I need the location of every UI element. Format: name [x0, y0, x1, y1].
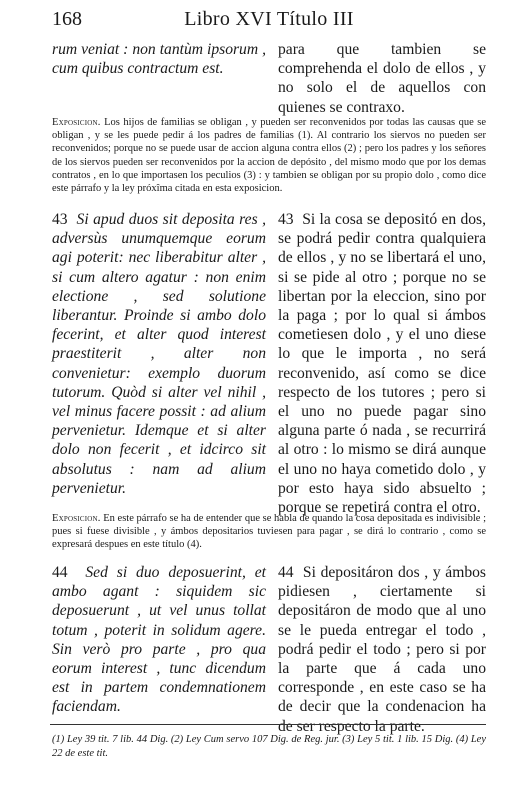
section-43-latin	[52, 210, 266, 498]
exposicion-text: Los hijos de familias se obligan , y pueden ser reconvenidos por todas las causas que se obligan , y se les puede pedir á los padres de familias (1). Al contrario los siervos no pueden ser reconvenidos; porque no se puede usar de accion alguna contra ellos (2) ; pero los padres y los señores de los siervos pueden ser reconvenidos por la accion de depósito , del mismo modo que por los demas contratos , en lo que importasen los peculios (3) : y tambien se obligan por su propio dolo , como dice este párrafo y la ley próxîma citada en esta exposicion.	[52, 117, 486, 195]
page-header	[52, 8, 486, 32]
footnote-rule	[50, 724, 486, 725]
exposicion-2	[52, 512, 486, 552]
running-title: Libro XVI Título III	[184, 8, 354, 30]
section-number: 44	[278, 564, 294, 581]
section-43-spanish	[278, 210, 486, 517]
exposicion-1	[52, 116, 486, 195]
section-44-spanish	[278, 563, 486, 736]
section-number: 44	[52, 564, 68, 581]
section-latin-text: Sed si duo deposuerint, et ambo agant : siquidem sic deposuerunt , ut vel unus tollat totum , poterit in solidum agere. Sin verò pro parte , pro qua eorum interest , tunc dicendum est in partem condemnationem faciendam.	[52, 564, 267, 716]
exposicion-label: Exposicion.	[52, 117, 101, 128]
top-spanish-text: para que tambien se comprehenda el dolo de ellos , y no solo el de aquellos con quienes se contraxo.	[278, 41, 486, 116]
exposicion-label: Exposicion.	[52, 513, 101, 524]
footnotes: (1) Ley 39 tit. 7 lib. 44 Dig. (2) Ley Cum servo 107 Dig. de Reg. jur. (3) Ley 5 tit. 1 lib. 15 Dig. (4) Ley 22 de este tit.	[52, 734, 486, 759]
section-44-latin	[52, 563, 266, 717]
section-number: 43	[52, 211, 68, 228]
section-spanish-text: Si depositáron dos , y ámbos pidiesen , ciertamente si depositáron de modo que al uno se le pueda entregar el todo , podrá pedir el todo ; pero si por la parte que á cada uno corresponde , en este caso se ha de decir que la condenacion ha de ser respecto la parte.	[278, 564, 486, 735]
section-latin-text: Si apud duos sit deposita res , adversùs unumquemque eorum agi poterit: nec liberabitur alter , si cum altero agatur : non enim electione , sed solutione liberantur. Proinde si ambo dolo fecerint, et alter quod interest praestiterit , alter non convenietur: exemplo duorum tutorum. Quòd si alter vel nihil , vel minus facere possit : ad alium pervenietur. Idemque et si alter dolo non fecerit , et idcirco sit absolutus : nam ad alium pervenietur.	[52, 211, 266, 497]
page-number: 168	[52, 8, 82, 30]
exposicion-text: En este párrafo se ha de entender que se habla de quando la cosa depositada es indivisible ; pues si fuese divisible , y ámbos depositarios tuviesen para pagar , se dirá lo contrario , como se expresará despues en este título (4).	[52, 513, 486, 551]
top-latin-text: rum veniat : non tantùm ipsorum , cum quibus contractum est.	[52, 41, 266, 78]
section-spanish-text: Si la cosa se depositó en dos, se podrá pedir contra qualquiera de ellos , y no se libertará el uno, si se pide al otro ; porque no se libertan por la eleccion, sino por la paga ; por lo qual si ámbos cometiesen dolo , y el uno diese lo que le importa , no será reconvenido, así como se dice respecto de los tutores ; pero si el uno no puede pagar sino alguna parte ó nada , se recurrirá al otro : lo mismo se dirá aunque el uno no haya cometido dolo , y por esto haya sido absuelto ; porque se repetirá contra el otro.	[278, 211, 487, 517]
section-number: 43	[278, 211, 294, 228]
